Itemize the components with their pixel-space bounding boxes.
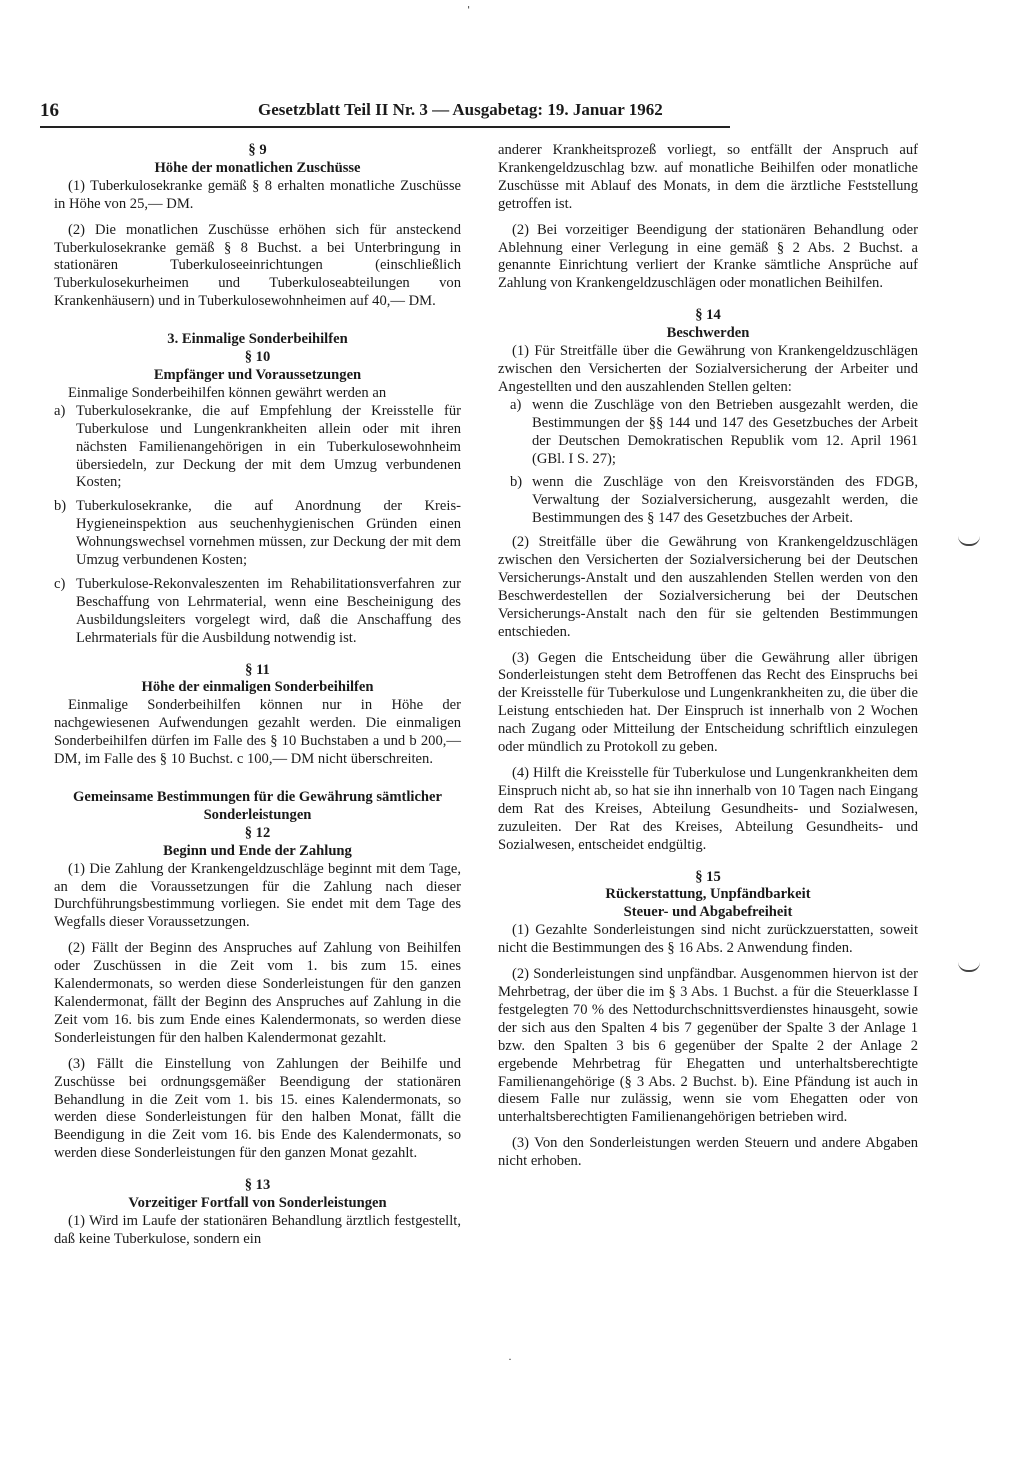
section-13-paragraph-1-continued: anderer Krankheitsprozeß vorliegt, so entfällt der Anspruch auf Krankengeldzuschlag bzw. auf monatliche Beihilfen oder monatliche Zuschüsse mit Ablauf des Monats, in dem die ärztliche Feststellung getroffen ist.	[498, 142, 918, 212]
margin-mark	[958, 536, 980, 546]
section-12-paragraph-1: (1) Die Zahlung der Krankengeldzuschläge beginnt mit dem Tage, an dem die Voraussetzungen für die Zahlung nach dieser Durchführungsbestimmung vorliegen. Sie endet mit dem Tage des Wegfalls dieser Voraussetzungen.	[54, 860, 461, 931]
section-15-paragraph-1: (1) Gezahlte Sonderleistungen sind nicht zurückzuerstatten, soweit nicht die Bestimmungen des § 16 Abs. 2 Anwendung finden.	[498, 922, 918, 957]
item-text-a: Tuberkulosekranke, die auf Empfehlung der Kreisstelle für Tuberkulose und Lungenkrankheiten allein oder mit ihren nächsten Familienangehörigen in ein Tuberkulosewohnheim übersiedeln, zur Deckung der mit dem Umzug verbundenen Kosten;	[76, 402, 461, 491]
section-10-item-c	[54, 576, 461, 648]
section-14-paragraph-3: (3) Gegen die Entscheidung über die Gewährung aller übrigen Sonderleistungen steht dem Betroffenen das Recht des Einspruchs bei der Kreisstelle für Tuberkulose und Lungenkrankheiten zu, die über die Leistung entschieden hat. Der Einspruch ist innerhalb von 2 Wochen nach Zugang oder Mitteilung der Entscheidung schriftlich einzulegen oder mündlich zu Protokoll zu geben.	[498, 649, 918, 756]
section-12-number: § 12	[244, 824, 271, 841]
section-9-paragraph-2: (2) Die monatlichen Zuschüsse erhöhen sich für ansteckend Tuberkulosekranke gemäß § 8 Buchst. a bei Unterbringung in stationären Tuberkuloseeinrichtungen (einschließlich Tuberkulosekurheimen und Tuberkuloseabteilungen von Krankenhäusern) und in Tuberkulosewohnheimen auf 40,— DM.	[54, 221, 461, 310]
section-15-title-line-2: Steuer- und Abgabefreiheit	[623, 904, 793, 921]
section-13-paragraph-2: (2) Bei vorzeitiger Beendigung der stationären Behandlung oder Ablehnung einer Verlegung in eine gemäß § 2 Abs. 2 Buchst. a genannte Einrichtung verliert der Kranke sämtliche Ansprüche auf Zahlung von Krankengeldzuschlägen oder monatlichen Beihilfen.	[498, 221, 918, 292]
section-12-paragraph-2: (2) Fällt der Beginn des Anspruches auf Zahlung von Beihilfen oder Zuschüssen in die Zeit vom 1. bis zum 15. eines Kalendermonats, so werden diese Sonderleistungen für den ganzen Kalendermonat, fällt der Beginn des Anspruches auf Zahlung in die Zeit vom 16. bis zum Ende eines Kalendermonats, so werden diese Sonderleistungen für den halben Kalendermonat gezahlt.	[54, 940, 461, 1046]
section-14-paragraph-2: (2) Streitfälle über die Gewährung von Krankengeldzuschlägen zwischen den Versicherten der Sozialversicherung bei der Deutschen Versicherungs-Anstalt und den auszahlenden Stellen werden von den Beschwerdestellen der Sozialversicherung bei der Deutschen Versicherungs-Anstalt nach den für sie geltenden Bestimmungen entschieden.	[498, 534, 918, 640]
section-12-title: Beginn und Ende der Zahlung	[163, 842, 352, 859]
section-13-number: § 13	[244, 1177, 271, 1194]
common-provisions-title: Gemeinsame Bestimmungen für die Gewährung sämtlicher Sonderleistungen	[72, 789, 442, 823]
section-15-paragraph-2: (2) Sonderleistungen sind unpfändbar. Ausgenommen hiervon ist der Mehrbetrag, der über die im § 3 Abs. 1 Buchst. a für die Steuerklasse I festgelegten 70 % des Nettodurchschnittsverdienstes hinausgeht, sowie der sich aus den Spalten 4 bis 7 gegenüber der Spalte 3 der Anlage 1 bzw. den Spalten 3 bis 6 gegenüber der Spalte 2 der Anlage 2 ergebende Mehrbetrag für Ehegatten und unterhaltsberechtigte Familienangehörige (§ 3 Abs. 2 Buchst. b). Eine Pfändung ist auch in diesem Falle nur zulässig, wenn sie vom Ehegatten oder von unterhaltsberechtigten Familienangehörigen betrieben wird.	[498, 966, 918, 1126]
section-9-title: Höhe der monatlichen Zuschüsse	[154, 159, 361, 176]
section-10-item-a	[54, 403, 461, 493]
section-9-paragraph-1: (1) Tuberkulosekranke gemäß § 8 erhalten monatliche Zuschüsse in Höhe von 25,— DM.	[54, 177, 461, 212]
item-label-c: c)	[54, 575, 66, 592]
margin-mark	[958, 962, 980, 972]
top-mark: ˈ	[466, 4, 472, 21]
section-14-title: Beschwerden	[666, 325, 750, 342]
section-13-paragraph-1: (1) Wird im Laufe der stationären Behandlung ärztlich festgestellt, daß keine Tuberkulose, sondern ein	[54, 1212, 461, 1247]
section-10-intro: Einmalige Sonderbeihilfen können gewährt werden an	[68, 384, 387, 401]
section-14-paragraph-1: (1) Für Streitfälle über die Gewährung von Krankengeldzuschlägen zwischen den Versicherten der Sozialversicherung der Arbeiter und Angestellten und den auszahlenden Stellen gelten:	[498, 343, 918, 395]
item-text-a: wenn die Zuschläge von den Betrieben ausgezahlt werden, die Bestimmungen der §§ 144 und 147 des Gesetzbuches der Arbeit der Deutschen Demokratischen Republik vom 12. April 1961 (GBl. I S. 27);	[532, 396, 918, 467]
section-14-item-b	[510, 474, 918, 528]
part-3-title: 3. Einmalige Sonderbeihilfen	[167, 331, 348, 348]
section-15-title-line-1: Rückerstattung, Unpfändbarkeit	[605, 886, 811, 903]
gazette-title: Gesetzblatt Teil II Nr. 3 — Ausgabetag: 19. Januar 1962	[258, 100, 663, 119]
item-label-b: b)	[510, 474, 523, 491]
item-label-a: a)	[510, 396, 522, 413]
section-14-paragraph-4: (4) Hilft die Kreisstelle für Tuberkulose und Lungenkrankheiten dem Einspruch nicht ab, so hat sie ihn innerhalb von 10 Tagen nach Eingang dem Rat des Kreises, Abteilung Gesundheits- und Sozialwesen, zuzuleiten. Der Rat des Kreises, Abteilung Gesundheits- und Sozialwesen, entscheidet endgültig.	[498, 765, 918, 853]
item-label-a: a)	[54, 402, 66, 419]
section-10-item-b	[54, 498, 461, 570]
section-12-paragraph-3: (3) Fällt die Einstellung von Zahlungen der Beihilfe und Zuschüsse bei ordnungsgemäßer Beendigung der stationären Behandlung in die Zeit vom 1. bis 15. eines Kalendermonats, so werden diese Sonderleistungen für den halben Monat, fällt die Beendigung in die Zeit vom 16. bis Ende des Kalendermonats, so werden diese Sonderleistungen für den ganzen Monat gezahlt.	[54, 1055, 461, 1162]
section-15-number: § 15	[695, 868, 721, 885]
page-header	[40, 100, 730, 128]
item-text-b: wenn die Zuschläge von den Kreisvorständen des FDGB, Verwaltung der Sozialversicherung, ausgezahlt werden, die Bestimmungen des § 147 des Gesetzbuches der Arbeit.	[532, 474, 918, 527]
page-number: 16	[40, 100, 59, 121]
section-14-item-a	[510, 397, 918, 469]
section-14-number: § 14	[695, 307, 721, 324]
section-15-paragraph-3: (3) Von den Sonderleistungen werden Steuern und andere Abgaben nicht erhoben.	[498, 1135, 918, 1170]
left-column	[54, 142, 461, 1257]
section-11-paragraph: Einmalige Sonderbeihilfen können nur in Höhe der nachgewiesenen Aufwendungen gezahlt werden. Die einmaligen Sonderbeihilfen dürfen im Falle des § 10 Buchstaben a und b 200,— DM, im Falle des § 10 Buchst. c 100,— DM nicht überschreiten.	[54, 697, 461, 768]
section-10-title: Empfänger und Voraussetzungen	[153, 366, 362, 383]
item-text-b: Tuberkulosekranke, die auf Anordnung der Kreis-Hygieneinspektion aus seuchenhygienischen Gründen einen Wohnungswechsel vornehmen müssen, zur Deckung der mit dem Umzug verbundenen Kosten;	[76, 498, 461, 569]
section-9-number: § 9	[248, 142, 267, 158]
bottom-mark: ·	[508, 1352, 512, 1366]
item-label-b: b)	[54, 498, 67, 515]
section-11-number: § 11	[245, 661, 270, 678]
section-10-number: § 10	[244, 349, 271, 366]
item-text-c: Tuberkulose-Rekonvaleszenten im Rehabilitationsverfahren zur Beschaffung von Lehrmaterial, wenn eine Bescheinigung des Ausbildungsleiters vorgelegt wird, daß die Anschaffung des Lehrmaterials für die Ausbildung notwendig ist.	[76, 575, 461, 646]
right-column	[498, 142, 918, 1179]
section-13-title: Vorzeitiger Fortfall von Sonderleistungen	[128, 1195, 387, 1212]
section-11-title: Höhe der einmaligen Sonderbeihilfen	[141, 679, 374, 696]
